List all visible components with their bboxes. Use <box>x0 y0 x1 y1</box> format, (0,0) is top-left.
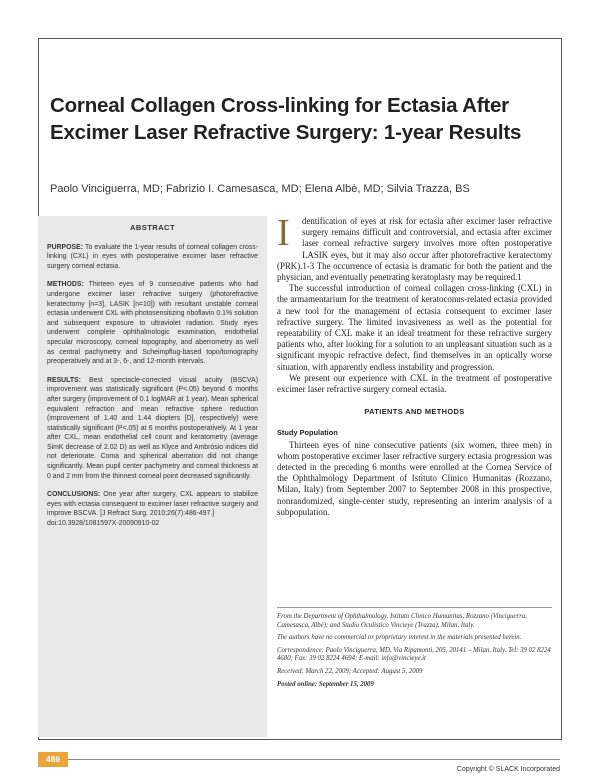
abstract-heading: ABSTRACT <box>130 223 175 232</box>
abstract-results <box>47 376 258 482</box>
subsection-heading: Study Population <box>277 428 338 438</box>
purpose-text: To evaluate the 1-year results of corneal collagen cross-linking (CXL) in eyes with postoperative excimer laser refractive surgery corneal ectasia. <box>47 243 258 270</box>
posted-note <box>277 681 552 690</box>
abstract-methods <box>47 280 258 366</box>
section-heading: PATIENTS AND METHODS <box>364 407 465 417</box>
body-paragraph-2: The successful introduction of corneal collagen cross-linking (CXL) in the armamentarium for the treatment of keratoconus-related ectasia provided a new tool for the management of ectasia consequent to excimer laser refractive surgery. The limited invasiveness as well as the potential for repeatability of CXL make it an ideal treatment for these refractive surgery patients who, after looking for a solution to an unpleasant situation such as a significant myopic refractive defect, find themselves in an optically worse situation, with apparently endless instability and progression. <box>277 283 552 372</box>
abstract-doi: doi:10.3928/1081597X-20090910-02 <box>47 520 160 528</box>
abstract-conclusions <box>47 490 258 519</box>
results-label: RESULTS: <box>47 376 81 384</box>
author-list: Paolo Vinciguerra, MD; Fabrizio I. Camesasca, MD; Elena Albè, MD; Silvia Trazza, BS <box>50 183 470 195</box>
purpose-label: PURPOSE: <box>47 243 83 251</box>
correspondence-note: Correspondence: Paolo Vinciguerra, MD, Via Ripamonti, 205, 20141 – Milan, Italy. Tel: 39 02 8224 4680; Fax: 39 02 8224 4694; E-mail: info@vincieye.it <box>277 646 551 663</box>
disclosure-note: The authors have no commercial or proprietary interest in the materials presented herein. <box>277 634 522 642</box>
copyright-notice: Copyright © SLACK Incorporated <box>456 766 560 773</box>
body-paragraph-1: dentification of eyes at risk for ectasia after excimer laser refractive surgery remains difficult and controversial, and ectasia after excimer laser corneal refractive surgery involves more often postoperative LASIK eyes, but it may also occur after photorefractive keratectomy (PRK).1-3 The occurrence of ectasia is dramatic for both the patient and the physician, and eventually penetrating keratoplasty may be required.1 <box>277 216 552 283</box>
abstract-panel <box>38 216 267 737</box>
footer-divider <box>68 759 560 760</box>
results-text: Best spectacle-corrected visual acuity (BSCVA) improvement was statistically significant (P<.05) beyond 6 months after surgery (improvement of 0.1 logMAR at 1 year). Mean spherical equivalent refraction and mean refractive sphere reduction (improvement of 1.40 and 1.44 diopters [D], respectively) were statistically significant (P<.05) at 6 months postoperatively. At 1 year after CXL, mean endothelial cell count and keratometry (average SimK decrease of 2.02 D) as well as Klyce and Ambrósio indices did not deteriorate. Coma and spherical aberration did not change significantly. Mean pupil center pachymetry and corneal thickness at 0 and 2 mm from the thinnest corneal point decreased significantly. <box>47 376 258 480</box>
conclusions-label: CONCLUSIONS: <box>47 491 101 499</box>
article-notes <box>277 607 552 693</box>
affiliation-note: From the Department of Ophthalmology, Istituto Clinico Humanitas, Rozzano (Vinciguerra, Camesasca, Albè); and Studio Oculistico Vincieye (Trazza), Milan, Italy. <box>277 613 527 629</box>
body-paragraph-3: We present our experience with CXL in the treatment of postoperative excimer laser refractive surgery corneal ectasia. <box>277 372 552 395</box>
conclusions-text: One year after surgery, CXL appears to stabilize eyes with ectasia consequent to excimer laser refractive surgery and improve BSCVA. [J Refract Surg. 2010;26(7):486-497.] <box>47 491 258 518</box>
methods-text: Thirteen eyes of 9 consecutive patients who had undergone excimer laser refractive surgery (photorefractive keratectomy [n=3], LASIK [n=10]) with resultant unstable corneal ectasia underwent CXL with photosensitizing riboflavin 0.1% solution and subsequent exposure to ultraviolet radiation. Study eyes underwent complete ophthalmologic examination, endothelial specular microscopy, corneal topography, and aberrometry as well as central pachymetry and Scheimpflug-based topo/tomography preoperatively and at 3-, 6-, and 12-month intervals. <box>47 281 258 366</box>
main-body-column <box>277 212 552 518</box>
abstract-purpose <box>47 243 258 272</box>
drop-cap: I <box>277 212 290 254</box>
page-number: 486 <box>38 752 68 767</box>
received-note: Received: March 22, 2009; Accepted: August 5, 2009 <box>277 667 423 675</box>
article-title: Corneal Collagen Cross-linking for Ectasia After Excimer Laser Refractive Surgery: 1-year Results <box>50 94 522 144</box>
methods-label: METHODS: <box>47 281 84 289</box>
body-paragraph-4: Thirteen eyes of nine consecutive patients (six women, three men) in whom postoperative excimer laser refractive surgery ectasia progression was detected in the preceding 6 months were enrolled at the Cornea Service of the Ophthalmology Department of Istituto Clinico Humanitas (Rozzano, Milan, Italy) from September 2007 to September 2008 in this prospective, nonrandomized, single-center study, representing an interim analysis of a subpopulation. <box>277 439 552 517</box>
posted-text: Posted online: September 15, 2009 <box>277 680 374 688</box>
